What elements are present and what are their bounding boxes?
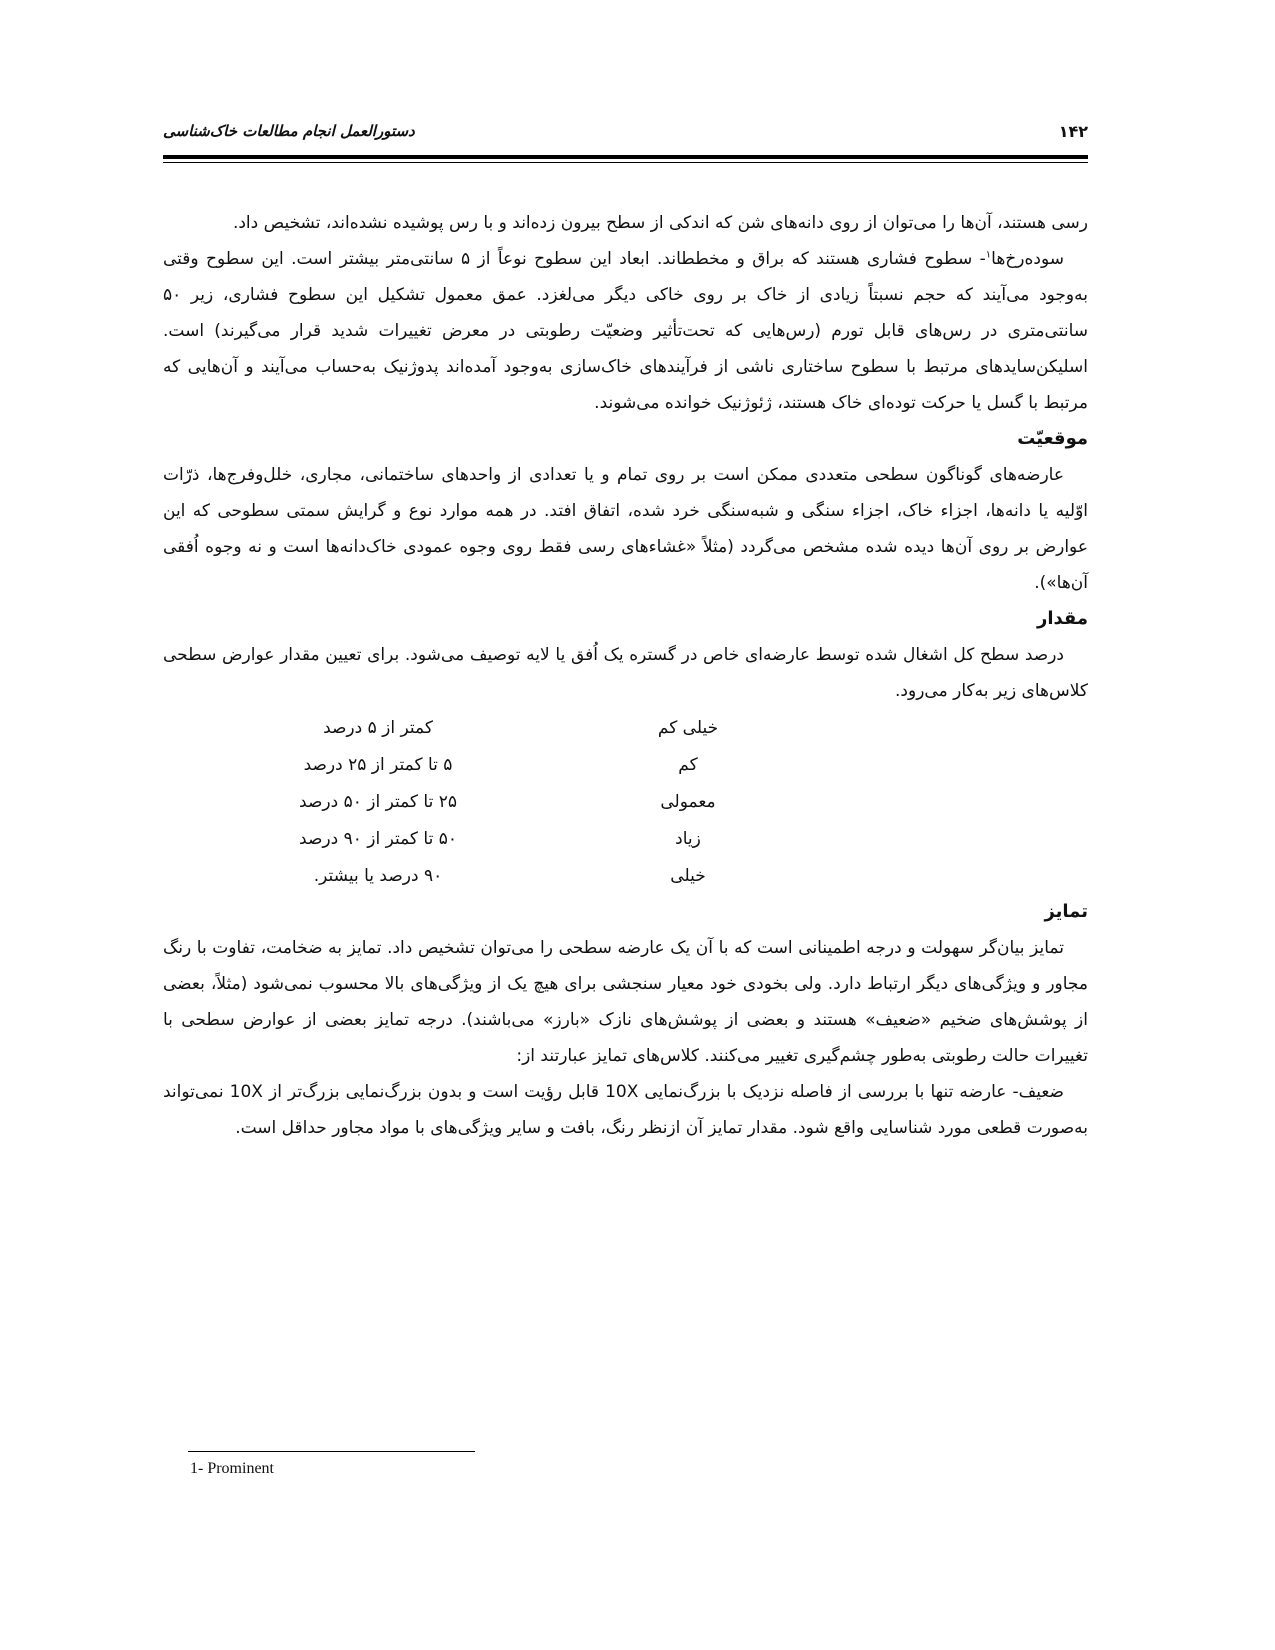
class-name: خیلی کم: [657, 717, 719, 738]
class-range: ۵۰ تا کمتر از ۹۰ درصد: [299, 828, 457, 849]
class-name: خیلی: [670, 865, 706, 886]
paragraph-continuation: رسی هستند، آن‌ها را می‌توان از روی دانه‌های شن که اندکی از سطح بیرون زده‌اند و با رس پوشیده نشده‌اند، تشخیص داد.: [232, 213, 1088, 233]
class-row: [163, 746, 1088, 783]
class-name: کم: [678, 754, 698, 775]
page-number: ۱۴۲: [1058, 122, 1088, 141]
class-range: ۹۰ درصد یا بیشتر.: [313, 865, 443, 886]
paragraph-distinctness: تمایز بیان‌گر سهولت و درجه اطمینانی است که با آن یک عارضه سطحی را می‌توان تشخیص داد. تمایز به ضخامت، تفاوت با رنگ مجاور و ویژگی‌های دیگر ارتباط دارد. ولی بخودی خود معیار سنجشی برای هیچ یک از ویژگی‌های بالا محسوب نمی‌شود (مثلاً، بعضی از پوشش‌های ضخیم «ضعیف» هستند و بعضی از پوشش‌های نازک «بارز» می‌باشند). درجه تمایز بعضی از عوارض سطحی با تغییرات حالت رطوبتی به‌طور چشم‌گیری تغییر می‌کنند. کلاس‌های تمایز عبارتند از:: [163, 938, 1088, 1066]
class-row: [163, 783, 1088, 820]
paragraph-slickensides: [163, 241, 1088, 421]
class-name: معمولی: [660, 791, 716, 812]
section-heading-location: موقعیّت: [1017, 428, 1088, 449]
amount-classes-table: [163, 709, 1088, 894]
slickensides-term: سوده‌رخ‌ها: [991, 249, 1064, 269]
class-row: [163, 709, 1088, 746]
class-row: [163, 820, 1088, 857]
class-range: ۲۵ تا کمتر از ۵۰ درصد: [299, 791, 457, 812]
running-title: دستورالعمل انجام مطالعات خاک‌شناسی: [163, 122, 415, 140]
body-text: [163, 205, 1088, 1146]
class-range: کمتر از ۵ درصد: [323, 717, 433, 738]
paragraph-weak: ضعیف- عارضه تنها با بررسی از فاصله نزدیک با بزرگ‌نمایی 10X قابل رؤیت است و بدون بزرگ‌نمایی بزرگ‌تر از 10X نمی‌تواند به‌صورت قطعی مورد شناسایی واقع شود. مقدار تمایز آن ازنظر رنگ، بافت و سایر ویژگی‌های با مواد مجاور حداقل است.: [163, 1082, 1088, 1138]
header-rule-thin: [163, 162, 1088, 163]
class-row: [163, 857, 1088, 894]
class-range: ۵ تا کمتر از ۲۵ درصد: [303, 754, 453, 775]
page-header: [163, 122, 1088, 154]
class-name: زیاد: [675, 828, 701, 849]
footnote: 1- Prominent: [190, 1460, 274, 1477]
section-heading-amount: مقدار: [1036, 608, 1088, 629]
footnote-marker: ۱: [985, 249, 992, 261]
section-heading-distinctness: تمایز: [1044, 901, 1088, 922]
paragraph-location: عارضه‌های گوناگون سطحی متعددی ممکن است بر روی تمام و یا تعدادی از واحدهای ساختمانی، مجاری، خلل‌وفرج‌ها، ذرّات اوّلیه یا دانه‌ها، اجزاء خاک، اجزاء سنگی و شبه‌سنگی خرد شده، اتفاق افتد. در همه موارد نوع و گرایش سمتی سطوحی که این عوارض بر روی آن‌ها دیده شده مشخص می‌گردد (مثلاً «غشاء‌های رسی فقط روی وجوه عمودی خاک‌دانه‌ها است و نه وجوه اُفقی آن‌ها»).: [163, 465, 1088, 593]
footnote-rule: [188, 1451, 475, 1452]
header-rule: [163, 155, 1088, 159]
paragraph-amount: درصد سطح کل اشغال شده توسط عارضه‌ای خاص در گستره یک اُفق یا لایه توصیف می‌شود. برای تعیین مقدار عوارض سطحی کلاس‌های زیر به‌کار می‌رود.: [163, 645, 1088, 701]
slickensides-text: - سطوح فشاری هستند که براق و مخططاند. ابعاد این سطوح نوعاً از ۵ سانتی‌متر بیشتر است. این سطوح وقتی به‌وجود می‌آیند که حجم نسبتاً زیادی از خاک بر روی خاکی دیگر می‌لغزد. عمق معمول تشکیل این سطوح فشاری، زیر ۵۰ سانتی‌متری در رس‌های قابل تورم (رس‌هایی که تحت‌تأثیر وضعیّت رطوبتی در معرض تغییرات شدید قرار می‌گیرند) است. اسلیکن‌سایدهای مرتبط با سطوح ساختاری ناشی از فرآیندهای خاک‌سازی به‌وجود آمده‌اند پدوژنیک به‌حساب می‌آیند و آن‌هایی که مرتبط با گسل یا حرکت توده‌ای خاک هستند، ژئوژنیک خوانده می‌شوند.: [163, 249, 1088, 413]
